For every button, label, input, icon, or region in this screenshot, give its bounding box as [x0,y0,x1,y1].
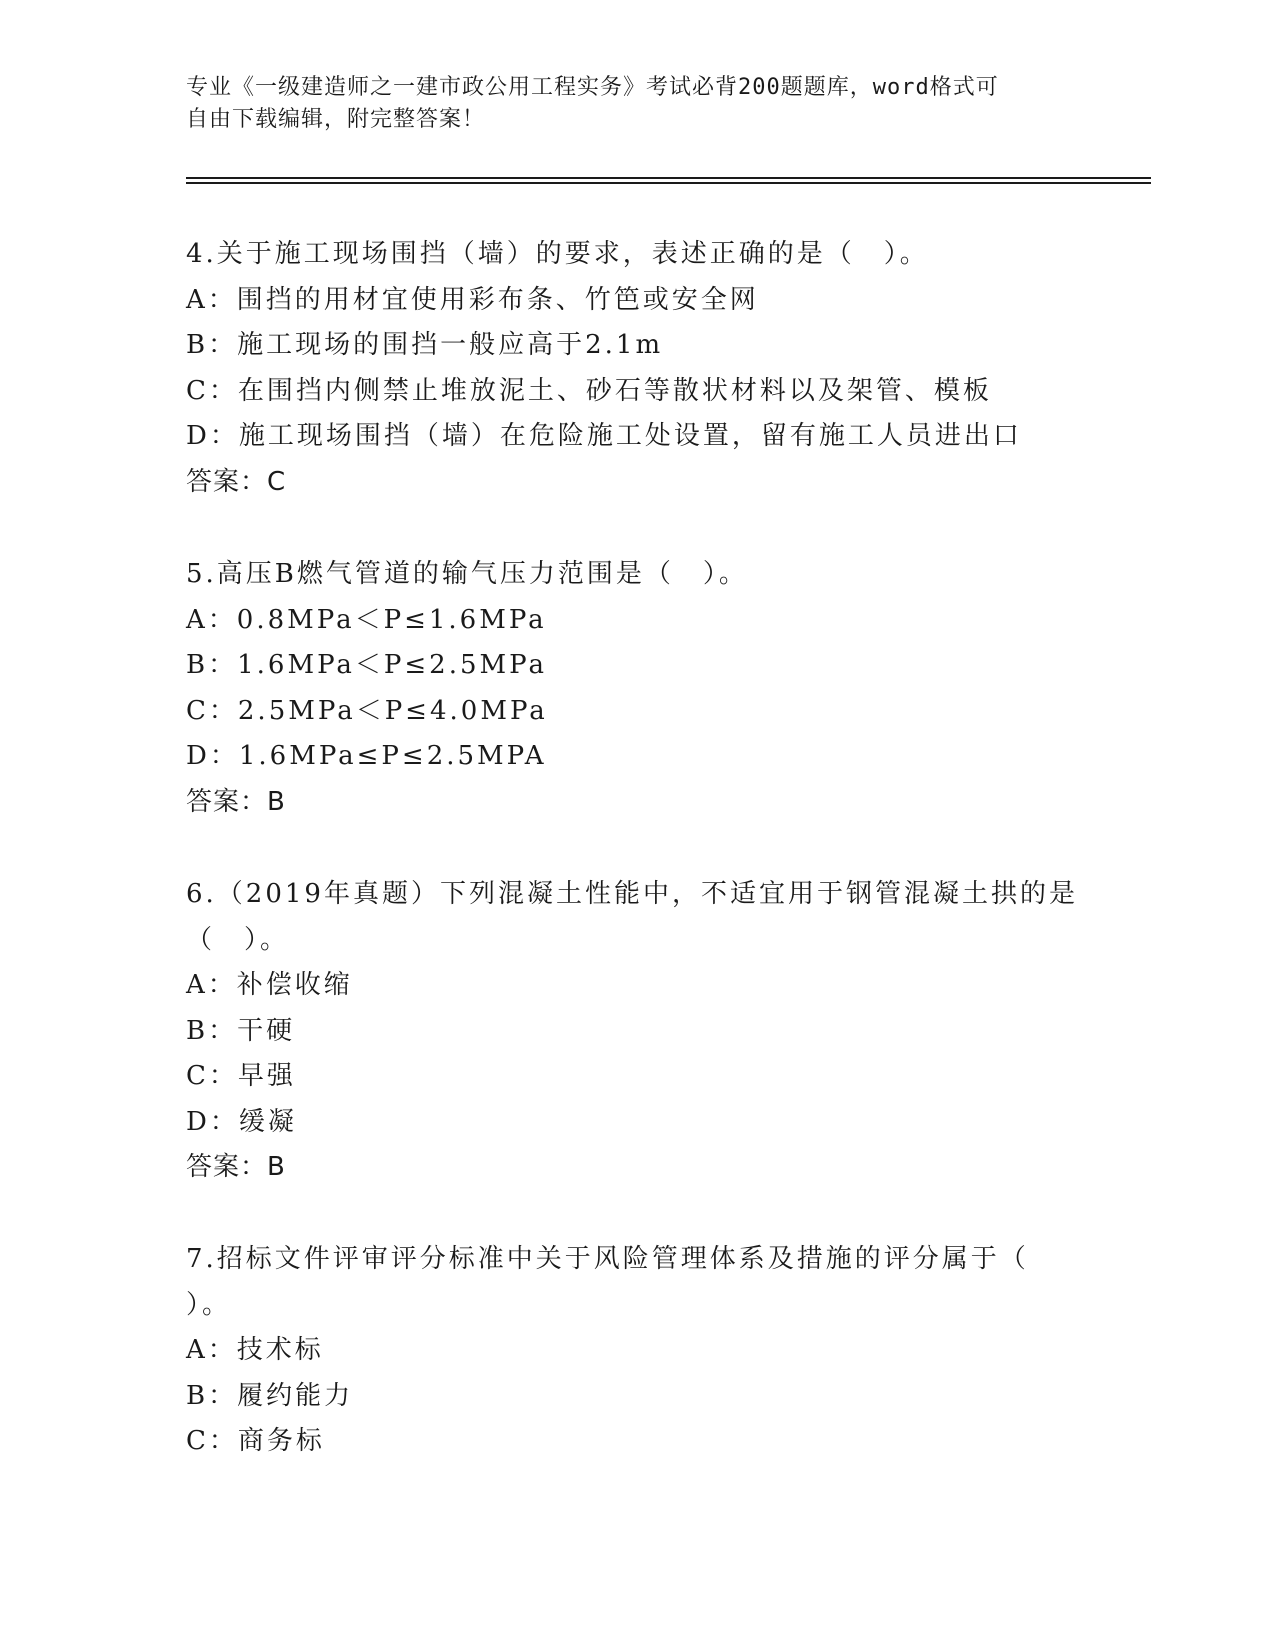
answer-line: 答案：B [186,1152,286,1182]
option-b: B：施工现场的围挡一般应高于2.1m [186,330,664,360]
question-stem: 7.招标文件评审评分标准中关于风险管理体系及措施的评分属于（ [186,1244,1029,1274]
question-stem: 6.（2019年真题）下列混凝土性能中，不适宜用于钢管混凝土拱的是 [186,879,1078,909]
option-b: B：1.6MPa＜P≤2.5MPa [186,650,547,680]
option-b: B：干硬 [186,1015,296,1046]
question-block-4 [186,232,1086,505]
header-title-line-1: 专业《一级建造师之一建市政公用工程实务》考试必背200题题库，word格式可 [186,75,999,100]
option-a: A：技术标 [186,1335,324,1365]
header-divider-top [186,177,1151,179]
answer-line: 答案：B [186,786,286,817]
option-a: A：0.8MPa＜P≤1.6MPa [186,604,547,635]
question-stem: 4.关于施工现场围挡（墙）的要求，表述正确的是（ ）。 [186,239,929,269]
option-b: B：履约能力 [186,1380,354,1411]
option-a: A：围挡的用材宜使用彩布条、竹笆或安全网 [186,284,759,315]
option-d: D：施工现场围挡（墙）在危险施工处设置，留有施工人员进出口 [186,421,1022,451]
option-d: D：1.6MPa≤P≤2.5MPA [186,741,547,771]
option-c: C：商务标 [186,1426,325,1456]
option-a: A：补偿收缩 [186,970,353,1000]
option-c: C：在围挡内侧禁止堆放泥土、砂石等散状材料以及架管、模板 [186,375,992,406]
question-block-5 [186,552,1086,825]
header-title-line-2: 自由下载编辑，附完整答案！ [186,107,486,132]
question-block-6 [186,872,1086,1191]
answer-line: 答案：C [186,466,287,497]
option-c: C：早强 [186,1061,296,1091]
question-stem: 5.高压B燃气管道的输气压力范围是（ ）。 [186,559,748,589]
option-c: C：2.5MPa＜P≤4.0MPa [186,695,548,726]
question-block-7 [186,1237,1086,1465]
question-stem-continued: （ ）。 [186,924,290,955]
option-d: D：缓凝 [186,1106,297,1137]
header-divider-bottom [186,182,1151,184]
question-stem-continued: ）。 [186,1289,232,1320]
document-header [186,72,1086,136]
